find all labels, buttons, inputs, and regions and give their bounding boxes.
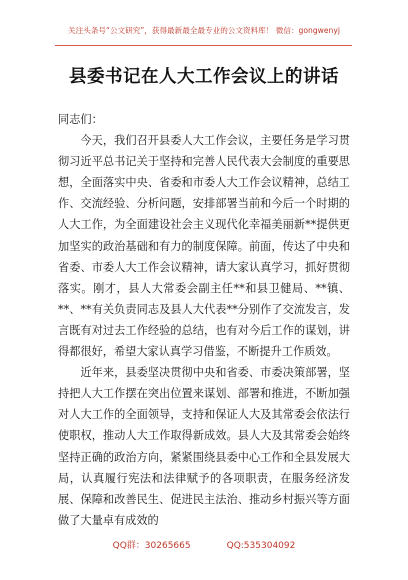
footer-contact	[0, 538, 408, 551]
footer-qq-group: QQ群：30265665	[112, 541, 191, 551]
paragraph-2: 近年来，县委坚决贯彻中央和省委、市委决策部署，坚持把人大工作摆在突出位置来谋划、部署和推进，不断加强对人大工作的全面领导，支持和保证人大及其常委会依法行使职权，推动人大工作取得新成效。县人大及其常委会始终坚持正确的政治方向，紧紧围绕县委中心工作和全县发展大局，认真履行宪法和法律赋予的各项职责，在服务经济发展、保障和改善民生、促进民主法治、推动乡村振兴等方面做了大量卓有成效的	[58, 366, 350, 527]
salutation: 同志们：	[58, 113, 103, 126]
paragraph-1: 今天，我们召开县委人大工作会议，主要任务是学习贯彻习近平总书记关于坚持和完善人民代表大会制度的重要思想，全面落实中央、省委和市委人大工作会议精神，总结工作、交流经验、分析问题，安排部署当前和今后一个时期的人大工作，为全面建设社会主义现代化幸福美丽新**提供更加坚实的政治基础和有力的制度保障。前面，传达了中央和省委、市委人大工作会议精神，请大家认真学习，抓好贯彻落实。刚才，县人大常委会副主任**和县卫健局、**镇、**、**有关负责同志及县人大代表**分别作了交流发言，发言既有对过去工作经验的总结，也有对今后工作的谋划，讲得都很好，希望大家认真学习借鉴，不断提升工作质效。	[58, 134, 350, 359]
header-divider	[55, 45, 352, 46]
footer-qq-number: QQ:535304092	[226, 541, 296, 551]
header-promo-note: 关注头条号“公文研究”，获得最新最全最专业的公文资料库！ 微信：gongwenyj	[68, 26, 340, 35]
document-body	[58, 109, 350, 531]
document-title: 县委书记在人大工作会议上的讲话	[69, 67, 339, 87]
